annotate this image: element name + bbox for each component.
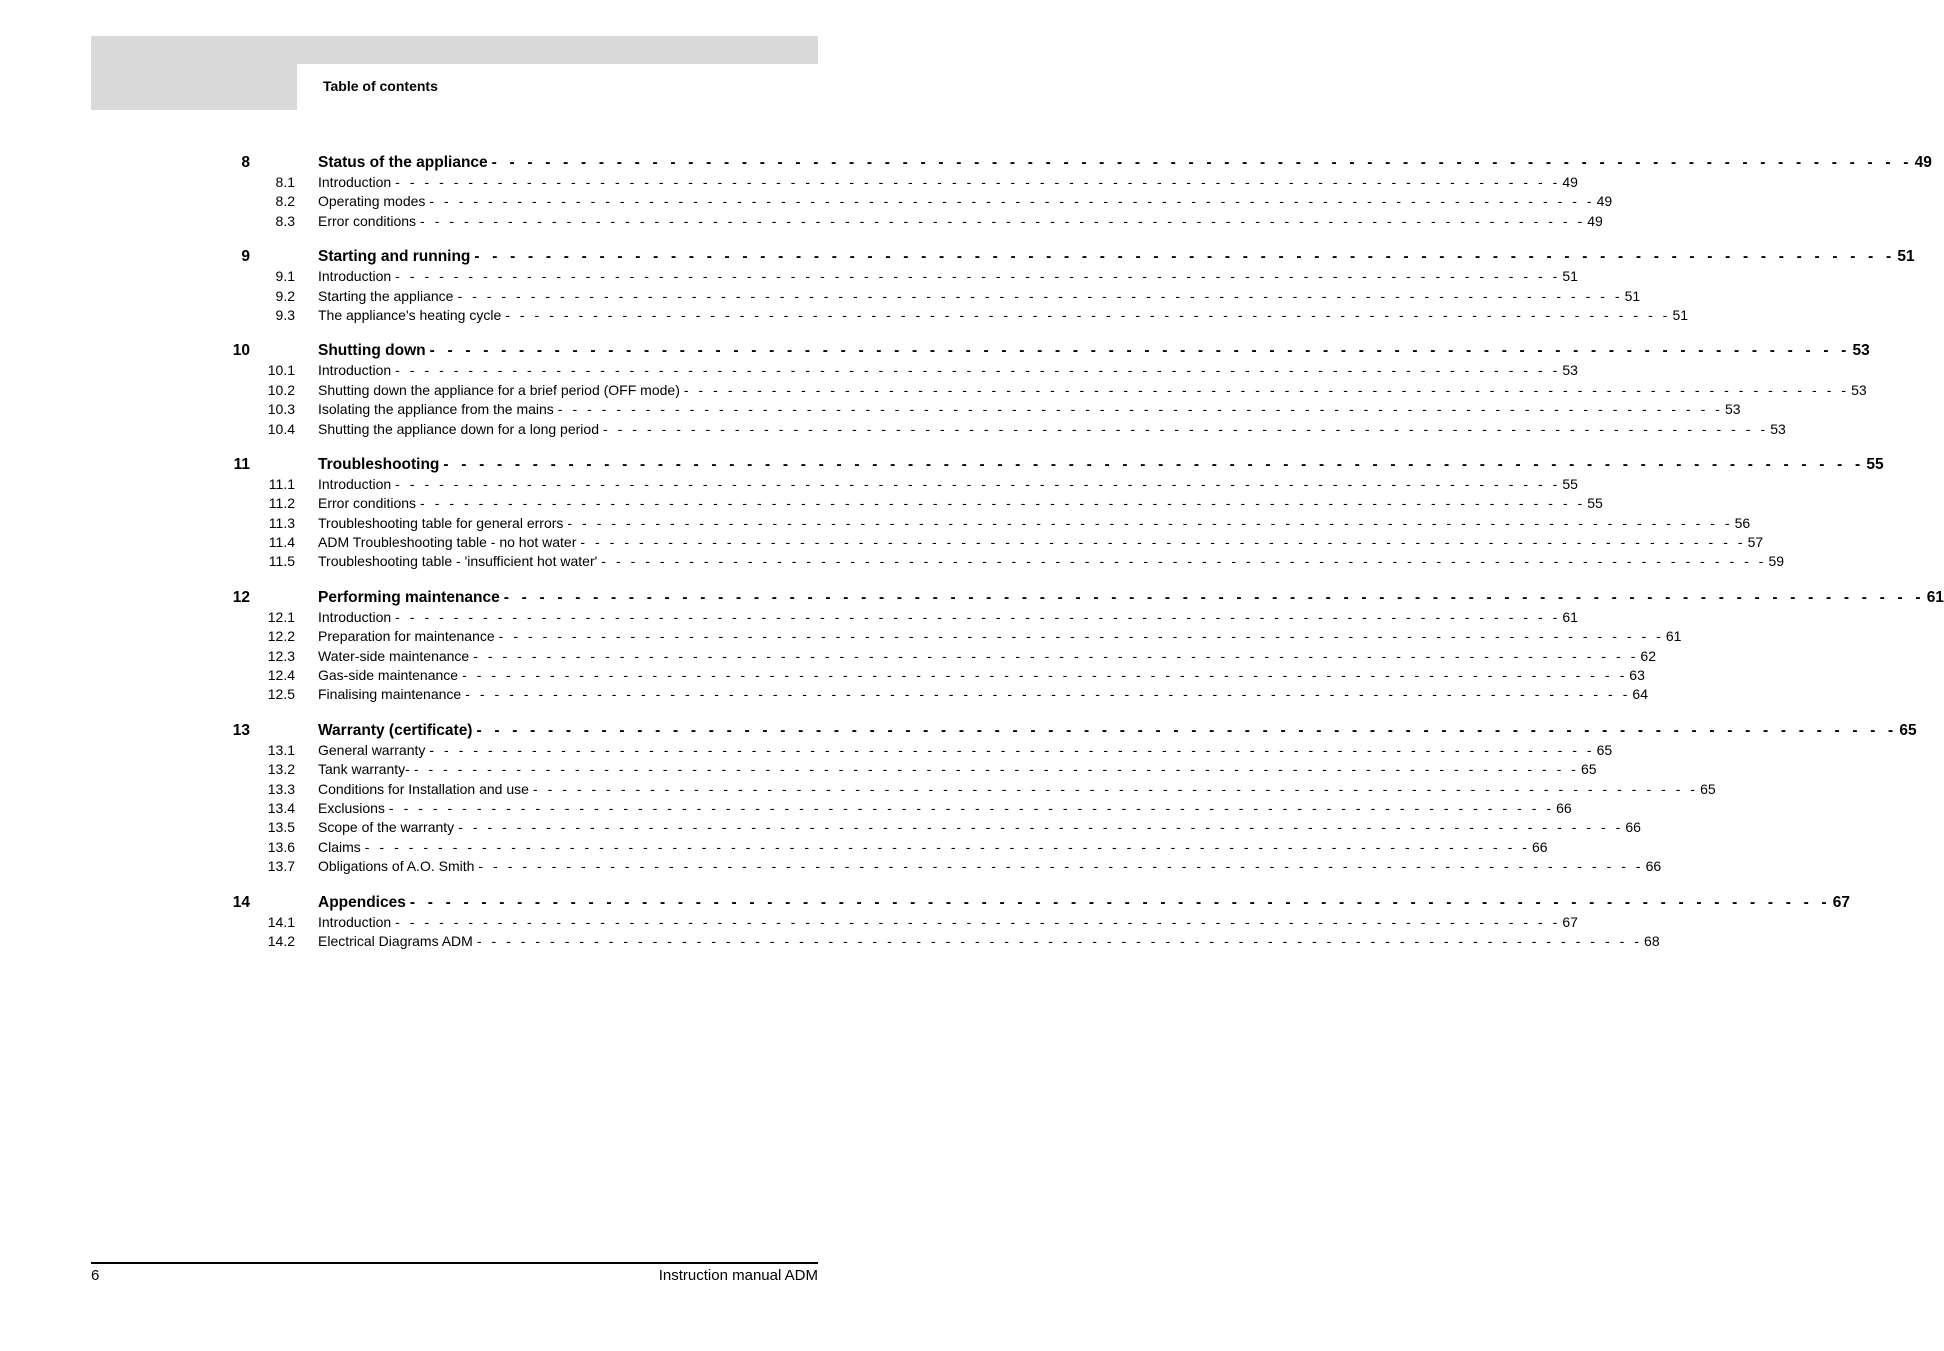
toc-section-row-entry xyxy=(318,608,1578,627)
dot-leader: - - - - - - - - - - - - - - - - - - - - - - - - - - - - - - - - - - - - - - - - - - - - - - - - - - - - - - - - - - - - - - - - - - - - - - - - - - - - - - - - xyxy=(420,212,1586,229)
toc-section-row-page: 56 xyxy=(1734,514,1751,531)
footer-rule xyxy=(91,1262,818,1264)
header-block xyxy=(91,36,297,110)
toc-section-row[interactable] xyxy=(0,420,1786,439)
toc-section-row-title: Scope of the warranty xyxy=(318,819,455,836)
toc-section-row-title: Obligations of A.O. Smith xyxy=(318,858,475,875)
toc-section-row-number: 10.4 xyxy=(267,420,295,437)
toc-chapter-row-entry xyxy=(318,720,1917,741)
toc-chapter-row-page: 67 xyxy=(1832,893,1851,911)
dot-leader: - - - - - - - - - - - - - - - - - - - - - - - - - - - - - - - - - - - - - - - - - - - - - - - - - - - - - - - - - - - - - - - - - - - - - - - - - - - - - - - - xyxy=(474,248,1896,266)
toc-chapter-row-title: Status of the appliance xyxy=(318,154,488,171)
toc-section-row-title: General warranty xyxy=(318,741,426,758)
dot-leader: - - - - - - - - - - - - - - - - - - - - - - - - - - - - - - - - - - - - - - - - - - - - - - - - - - - - - - - - - - - - - - - - - - - - - - - - - - - - - - - - xyxy=(602,420,1769,437)
dot-leader: - - - - - - - - - - - - - - - - - - - - - - - - - - - - - - - - - - - - - - - - - - - - - - - - - - - - - - - - - - - - - - - - - - - - - - - - - - - - - - - - xyxy=(557,401,1724,418)
toc-section-row-title: Shutting down the appliance for a brief period (OFF mode) xyxy=(318,381,680,398)
dot-leader: - - - - - - - - - - - - - - - - - - - - - - - - - - - - - - - - - - - - - - - - - - - - - - - - - - - - - - - - - - - - - - - - - - - - - - - - - - - - - - - - xyxy=(413,761,1580,778)
toc-section-row-page: 49 xyxy=(1596,193,1613,210)
toc-chapter-row-title: Performing maintenance xyxy=(318,588,500,606)
toc-chapter-row[interactable] xyxy=(0,246,1915,267)
toc-section-row-page: 55 xyxy=(1587,495,1603,512)
toc-section-row-number: 13.1 xyxy=(267,741,295,758)
dot-leader: - - - - - - - - - - - - - - - - - - - - - - - - - - - - - - - - - - - - - - - - - - - - - - - - - - - - - - - - - - - - - - - - - - - - - - - - - - - - - - - - xyxy=(457,287,1623,304)
toc-chapter xyxy=(0,454,1884,572)
toc-section-row-title: Gas-side maintenance xyxy=(318,667,459,684)
toc-section-row-page: 62 xyxy=(1640,647,1656,664)
toc-section-row[interactable] xyxy=(0,685,1648,704)
toc-section-row-entry xyxy=(318,420,1786,439)
toc-section-row[interactable] xyxy=(0,192,1613,211)
toc-section-row-entry xyxy=(318,494,1603,513)
dot-leader: - - - - - - - - - - - - - - - - - - - - - - - - - - - - - - - - - - - - - - - - - - - - - - - - - - - - - - - - - - - - - - - - - - - - - - - - - - - - - - - - xyxy=(567,514,1733,531)
toc-section-row-page: 61 xyxy=(1665,628,1682,645)
dot-leader: - - - - - - - - - - - - - - - - - - - - - - - - - - - - - - - - - - - - - - - - - - - - - - - - - - - - - - - - - - - - - - - - - - - - - - - - - - - - - - - - xyxy=(458,819,1624,836)
toc-chapter xyxy=(0,340,1870,439)
toc-section-row-page: 66 xyxy=(1645,858,1662,875)
footer-page-number: 6 xyxy=(91,1267,100,1284)
toc-section-row-page: 51 xyxy=(1624,287,1641,304)
dot-leader: - - - - - - - - - - - - - - - - - - - - - - - - - - - - - - - - - - - - - - - - - - - - - - - - - - - - - - - - - - - - - - - - - - - - - - - - - - - - - - - - xyxy=(395,913,1561,930)
toc-section-row-entry xyxy=(318,627,1682,646)
toc-section-row-entry xyxy=(318,173,1578,192)
toc-section-row[interactable] xyxy=(0,818,1641,837)
toc-chapter xyxy=(0,152,1932,231)
toc-chapter xyxy=(0,720,1917,877)
toc-section-row[interactable] xyxy=(0,666,1645,685)
toc-chapter-row-number: 8 xyxy=(241,154,250,171)
toc-chapter-row-entry xyxy=(318,454,1884,475)
toc-section-row-page: 55 xyxy=(1562,475,1578,492)
toc-section-row[interactable] xyxy=(0,838,1548,857)
table-of-contents xyxy=(0,152,1944,966)
toc-section-row-entry xyxy=(318,192,1613,211)
toc-section-row-page: 67 xyxy=(1562,913,1578,930)
toc-chapter-row-page: 53 xyxy=(1852,342,1870,360)
toc-section-row-entry xyxy=(318,514,1751,533)
toc-chapter-row-number: 9 xyxy=(241,248,250,266)
dot-leader: - - - - - - - - - - - - - - - - - - - - - - - - - - - - - - - - - - - - - - - - - - - - - - - - - - - - - - - - - - - - - - - - - - - - - - - - - - - - - - - - xyxy=(491,154,1913,171)
toc-section-row-page: 63 xyxy=(1629,667,1645,684)
toc-section-row[interactable] xyxy=(0,475,1578,494)
toc-section-row-entry xyxy=(318,741,1613,760)
toc-section-row-entry xyxy=(318,287,1641,306)
toc-section-row-entry xyxy=(318,533,1764,552)
dot-leader: - - - - - - - - - - - - - - - - - - - - - - - - - - - - - - - - - - - - - - - - - - - - - - - - - - - - - - - - - - - - - - - - - - - - - - - - - - - - - - - - xyxy=(395,475,1561,492)
toc-chapter-row-title: Warranty (certificate) xyxy=(318,721,473,739)
toc-section-row-number: 8.3 xyxy=(275,212,295,229)
toc-chapter-row-page: 51 xyxy=(1897,248,1915,266)
toc-section-row-page: 61 xyxy=(1562,608,1578,625)
toc-section-row[interactable] xyxy=(0,780,1716,799)
toc-section-row-title: Introduction xyxy=(318,362,392,379)
toc-section-row-page: 65 xyxy=(1700,780,1716,797)
dot-leader: - - - - - - - - - - - - - - - - - - - - - - - - - - - - - - - - - - - - - - - - - - - - - - - - - - - - - - - - - - - - - - - - - - - - - - - - - - - - - - - - xyxy=(395,268,1561,285)
toc-chapter-row[interactable] xyxy=(0,454,1884,475)
toc-section-row[interactable] xyxy=(0,913,1578,932)
toc-section-row-entry xyxy=(318,818,1641,837)
toc-section-row-number: 11.5 xyxy=(268,553,295,570)
dot-leader: - - - - - - - - - - - - - - - - - - - - - - - - - - - - - - - - - - - - - - - - - - - - - - - - - - - - - - - - - - - - - - - - - - - - - - - - - - - - - - - - xyxy=(478,858,1644,875)
toc-section-row-title: Water-side maintenance xyxy=(318,647,470,664)
toc-section-row-entry xyxy=(318,361,1578,380)
toc-section-row-entry xyxy=(318,932,1660,951)
toc-section-row-page: 51 xyxy=(1672,306,1689,323)
toc-section-row[interactable] xyxy=(0,533,1764,552)
toc-section-row-entry xyxy=(318,267,1578,286)
toc-section-row-page: 49 xyxy=(1562,174,1578,190)
dot-leader: - - - - - - - - - - - - - - - - - - - - - - - - - - - - - - - - - - - - - - - - - - - - - - - - - - - - - - - - - - - - - - - - - - - - - - - - - - - - - - - - xyxy=(498,628,1664,645)
toc-section-row-page: 64 xyxy=(1632,686,1648,703)
toc-section-row-title: Electrical Diagrams ADM xyxy=(318,932,473,949)
toc-section-row[interactable] xyxy=(0,381,1867,400)
toc-section-row-number: 10.3 xyxy=(267,401,295,418)
toc-chapter xyxy=(0,587,1944,705)
toc-section-row-title: Exclusions xyxy=(318,799,385,816)
dot-leader: - - - - - - - - - - - - - - - - - - - - - - - - - - - - - - - - - - - - - - - - - - - - - - - - - - - - - - - - - - - - - - - - - - - - - - - - - - - - - - - - xyxy=(429,193,1595,210)
toc-section-row-page: 51 xyxy=(1562,268,1578,285)
toc-section-row-page: 66 xyxy=(1531,838,1548,855)
toc-section-row-number: 11.4 xyxy=(268,534,295,551)
toc-section-row-title: Introduction xyxy=(318,475,392,492)
toc-chapter-row-page: 55 xyxy=(1866,455,1884,473)
toc-section-row-entry xyxy=(318,212,1603,231)
toc-section-row-title: Introduction xyxy=(318,913,392,930)
toc-section-row-title: Troubleshooting table for general errors xyxy=(318,514,564,531)
toc-section-row-entry xyxy=(318,799,1572,818)
toc-chapter-row-entry xyxy=(318,246,1915,267)
toc-chapter-row-title: Shutting down xyxy=(318,342,426,360)
page-title: Table of contents xyxy=(323,78,438,94)
toc-section-row-number: 9.1 xyxy=(275,268,295,285)
toc-chapter-row-entry xyxy=(318,892,1851,913)
toc-chapter-row-number: 13 xyxy=(232,721,250,739)
toc-section-row-number: 13.3 xyxy=(267,780,295,797)
toc-chapter-row[interactable] xyxy=(0,587,1944,608)
toc-section-row-page: 53 xyxy=(1851,381,1867,398)
toc-section-row-title: Isolating the appliance from the mains xyxy=(318,401,554,418)
dot-leader: - - - - - - - - - - - - - - - - - - - - - - - - - - - - - - - - - - - - - - - - - - - - - - - - - - - - - - - - - - - - - - - - - - - - - - - - - - - - - - - - xyxy=(429,741,1595,758)
dot-leader: - - - - - - - - - - - - - - - - - - - - - - - - - - - - - - - - - - - - - - - - - - - - - - - - - - - - - - - - - - - - - - - - - - - - - - - - - - - - - - - - xyxy=(388,799,1555,816)
dot-leader: - - - - - - - - - - - - - - - - - - - - - - - - - - - - - - - - - - - - - - - - - - - - - - - - - - - - - - - - - - - - - - - - - - - - - - - - - - - - - - - - xyxy=(601,553,1767,570)
toc-chapter-row-number: 11 xyxy=(233,455,250,473)
toc-section-row-number: 14.2 xyxy=(267,932,295,949)
toc-section-row-entry xyxy=(318,666,1645,685)
toc-section-row-entry xyxy=(318,381,1867,400)
toc-section-row-number: 12.2 xyxy=(267,628,295,645)
toc-section-row-entry xyxy=(318,780,1716,799)
toc-section-row[interactable] xyxy=(0,267,1578,286)
toc-section-row-entry xyxy=(318,838,1548,857)
toc-section-row-title: Tank warranty- xyxy=(318,761,410,778)
toc-chapter-row-entry xyxy=(318,152,1932,173)
toc-chapter-row-entry xyxy=(318,587,1944,608)
toc-section-row-number: 14.1 xyxy=(267,913,295,930)
toc-section-row[interactable] xyxy=(0,741,1613,760)
toc-chapter-row[interactable] xyxy=(0,720,1917,741)
toc-section-row-title: Error conditions xyxy=(318,495,417,512)
toc-section-row-page: 66 xyxy=(1625,819,1641,836)
toc-section-row-title: Starting the appliance xyxy=(318,287,454,304)
dot-leader: - - - - - - - - - - - - - - - - - - - - - - - - - - - - - - - - - - - - - - - - - - - - - - - - - - - - - - - - - - - - - - - - - - - - - - - - - - - - - - - - xyxy=(364,838,1530,855)
toc-section-row[interactable] xyxy=(0,361,1578,380)
dot-leader: - - - - - - - - - - - - - - - - - - - - - - - - - - - - - - - - - - - - - - - - - - - - - - - - - - - - - - - - - - - - - - - - - - - - - - - - - - - - - - - - xyxy=(420,495,1586,512)
toc-section-row-page: 57 xyxy=(1747,534,1764,551)
toc-section-row[interactable] xyxy=(0,514,1751,533)
toc-section-row-title: ADM Troubleshooting table - no hot water xyxy=(318,534,577,551)
toc-section-row-entry xyxy=(318,306,1689,325)
dot-leader: - - - - - - - - - - - - - - - - - - - - - - - - - - - - - - - - - - - - - - - - - - - - - - - - - - - - - - - - - - - - - - - - - - - - - - - - - - - - - - - - xyxy=(443,455,1865,473)
toc-section-row[interactable] xyxy=(0,287,1641,306)
toc-section-row-number: 12.3 xyxy=(267,647,295,664)
toc-chapter-row[interactable] xyxy=(0,892,1851,913)
dot-leader: - - - - - - - - - - - - - - - - - - - - - - - - - - - - - - - - - - - - - - - - - - - - - - - - - - - - - - - - - - - - - - - - - - - - - - - - - - - - - - - - xyxy=(476,932,1643,949)
toc-section-row[interactable] xyxy=(0,932,1660,951)
toc-chapter xyxy=(0,246,1915,325)
toc-section-row-number: 13.5 xyxy=(267,819,295,836)
dot-leader: - - - - - - - - - - - - - - - - - - - - - - - - - - - - - - - - - - - - - - - - - - - - - - - - - - - - - - - - - - - - - - - - - - - - - - - - - - - - - - - - xyxy=(476,721,1898,739)
toc-section-row-number: 10.1 xyxy=(267,362,295,379)
toc-chapter-row[interactable] xyxy=(0,152,1932,173)
toc-section-row[interactable] xyxy=(0,212,1603,231)
toc-section-row-entry xyxy=(318,647,1656,666)
toc-section-row-number: 13.7 xyxy=(267,858,295,875)
toc-section-row-page: 53 xyxy=(1770,420,1786,437)
toc-section-row-entry xyxy=(318,685,1648,704)
toc-chapter-row-title: Starting and running xyxy=(318,248,471,266)
dot-leader: - - - - - - - - - - - - - - - - - - - - - - - - - - - - - - - - - - - - - - - - - - - - - - - - - - - - - - - - - - - - - - - - - - - - - - - - - - - - - - - - xyxy=(532,780,1699,797)
toc-section-row[interactable] xyxy=(0,627,1682,646)
dot-leader: - - - - - - - - - - - - - - - - - - - - - - - - - - - - - - - - - - - - - - - - - - - - - - - - - - - - - - - - - - - - - - - - - - - - - - - - - - - - - - - - xyxy=(503,588,1925,606)
toc-section-row-number: 12.5 xyxy=(267,686,295,703)
dot-leader: - - - - - - - - - - - - - - - - - - - - - - - - - - - - - - - - - - - - - - - - - - - - - - - - - - - - - - - - - - - - - - - - - - - - - - - - - - - - - - - - xyxy=(429,342,1851,360)
toc-section-row[interactable] xyxy=(0,608,1578,627)
toc-section-row[interactable] xyxy=(0,173,1578,192)
toc-section-row-number: 13.4 xyxy=(267,799,295,816)
dot-leader: - - - - - - - - - - - - - - - - - - - - - - - - - - - - - - - - - - - - - - - - - - - - - - - - - - - - - - - - - - - - - - - - - - - - - - - - - - - - - - - - xyxy=(395,174,1561,190)
toc-section-row-title: The appliance's heating cycle xyxy=(318,306,502,323)
toc-section-row-page: 65 xyxy=(1581,761,1597,778)
toc-section-row-entry xyxy=(318,552,1785,571)
toc-section-row-title: Error conditions xyxy=(318,212,417,229)
toc-chapter-row-number: 12 xyxy=(232,588,250,606)
dot-leader: - - - - - - - - - - - - - - - - - - - - - - - - - - - - - - - - - - - - - - - - - - - - - - - - - - - - - - - - - - - - - - - - - - - - - - - - - - - - - - - - xyxy=(580,534,1746,551)
toc-section-row[interactable] xyxy=(0,494,1603,513)
toc-section-row-title: Troubleshooting table - 'insufficient hot water' xyxy=(318,553,598,570)
toc-chapter-row-entry xyxy=(318,340,1870,361)
toc-section-row[interactable] xyxy=(0,400,1741,419)
toc-section-row-title: Introduction xyxy=(318,174,392,190)
toc-section-row-number: 11.3 xyxy=(268,514,295,531)
footer-manual-title: Instruction manual ADM xyxy=(658,1267,818,1284)
toc-section-row-number: 13.2 xyxy=(267,761,295,778)
toc-chapter-row-title: Troubleshooting xyxy=(318,455,440,473)
dot-leader: - - - - - - - - - - - - - - - - - - - - - - - - - - - - - - - - - - - - - - - - - - - - - - - - - - - - - - - - - - - - - - - - - - - - - - - - - - - - - - - - xyxy=(395,362,1561,379)
toc-section-row[interactable] xyxy=(0,647,1656,666)
toc-section-row-number: 10.2 xyxy=(267,381,295,398)
toc-chapter xyxy=(0,892,1851,952)
dot-leader: - - - - - - - - - - - - - - - - - - - - - - - - - - - - - - - - - - - - - - - - - - - - - - - - - - - - - - - - - - - - - - - - - - - - - - - - - - - - - - - - xyxy=(462,667,1628,684)
toc-section-row-title: Finalising maintenance xyxy=(318,686,462,703)
toc-section-row[interactable] xyxy=(0,552,1785,571)
dot-leader: - - - - - - - - - - - - - - - - - - - - - - - - - - - - - - - - - - - - - - - - - - - - - - - - - - - - - - - - - - - - - - - - - - - - - - - - - - - - - - - - xyxy=(409,893,1831,911)
toc-section-row-number: 8.2 xyxy=(275,193,295,210)
toc-section-row-entry xyxy=(318,857,1662,876)
toc-chapter-row-page: 65 xyxy=(1899,721,1917,739)
toc-section-row-title: Operating modes xyxy=(318,193,426,210)
dot-leader: - - - - - - - - - - - - - - - - - - - - - - - - - - - - - - - - - - - - - - - - - - - - - - - - - - - - - - - - - - - - - - - - - - - - - - - - - - - - - - - - xyxy=(505,306,1671,323)
dot-leader: - - - - - - - - - - - - - - - - - - - - - - - - - - - - - - - - - - - - - - - - - - - - - - - - - - - - - - - - - - - - - - - - - - - - - - - - - - - - - - - - xyxy=(465,686,1631,703)
toc-section-row-page: 66 xyxy=(1556,799,1572,816)
toc-section-row-page: 59 xyxy=(1768,553,1785,570)
toc-section-row-number: 11.1 xyxy=(268,475,295,492)
toc-section-row-entry xyxy=(318,913,1578,932)
toc-section-row[interactable] xyxy=(0,857,1662,876)
dot-leader: - - - - - - - - - - - - - - - - - - - - - - - - - - - - - - - - - - - - - - - - - - - - - - - - - - - - - - - - - - - - - - - - - - - - - - - - - - - - - - - - xyxy=(683,381,1850,398)
toc-section-row-page: 49 xyxy=(1587,212,1603,229)
dot-leader: - - - - - - - - - - - - - - - - - - - - - - - - - - - - - - - - - - - - - - - - - - - - - - - - - - - - - - - - - - - - - - - - - - - - - - - - - - - - - - - - xyxy=(473,647,1639,664)
toc-section-row-title: Preparation for maintenance xyxy=(318,628,495,645)
toc-section-row-entry xyxy=(318,400,1741,419)
toc-section-row-number: 9.3 xyxy=(275,306,295,323)
toc-section-row[interactable] xyxy=(0,306,1689,325)
dot-leader: - - - - - - - - - - - - - - - - - - - - - - - - - - - - - - - - - - - - - - - - - - - - - - - - - - - - - - - - - - - - - - - - - - - - - - - - - - - - - - - - xyxy=(395,608,1561,625)
toc-chapter-row-title: Appendices xyxy=(318,893,406,911)
toc-chapter-row-page: 49 xyxy=(1914,154,1932,171)
toc-section-row-title: Conditions for Installation and use xyxy=(318,780,529,797)
toc-section-row-title: Shutting the appliance down for a long period xyxy=(318,420,599,437)
toc-section-row-page: 53 xyxy=(1562,362,1578,379)
toc-section-row-title: Introduction xyxy=(318,268,392,285)
toc-section-row-page: 68 xyxy=(1644,932,1660,949)
toc-section-row-number: 11.2 xyxy=(268,495,295,512)
toc-section-row-page: 53 xyxy=(1725,401,1741,418)
toc-chapter-row-number: 10 xyxy=(232,342,250,360)
toc-section-row[interactable] xyxy=(0,760,1597,779)
toc-chapter-row-page: 61 xyxy=(1926,588,1944,606)
toc-section-row-number: 12.1 xyxy=(267,608,295,625)
toc-section-row-number: 9.2 xyxy=(275,287,295,304)
toc-section-row-title: Introduction xyxy=(318,608,392,625)
toc-section-row-entry xyxy=(318,760,1597,779)
toc-section-row[interactable] xyxy=(0,799,1572,818)
toc-chapter-row[interactable] xyxy=(0,340,1870,361)
toc-section-row-number: 12.4 xyxy=(267,667,295,684)
toc-section-row-number: 8.1 xyxy=(275,174,295,190)
toc-section-row-page: 65 xyxy=(1596,741,1613,758)
toc-section-row-title: Claims xyxy=(318,838,361,855)
toc-section-row-entry xyxy=(318,475,1578,494)
toc-chapter-row-number: 14 xyxy=(232,893,250,911)
toc-section-row-number: 13.6 xyxy=(267,838,295,855)
